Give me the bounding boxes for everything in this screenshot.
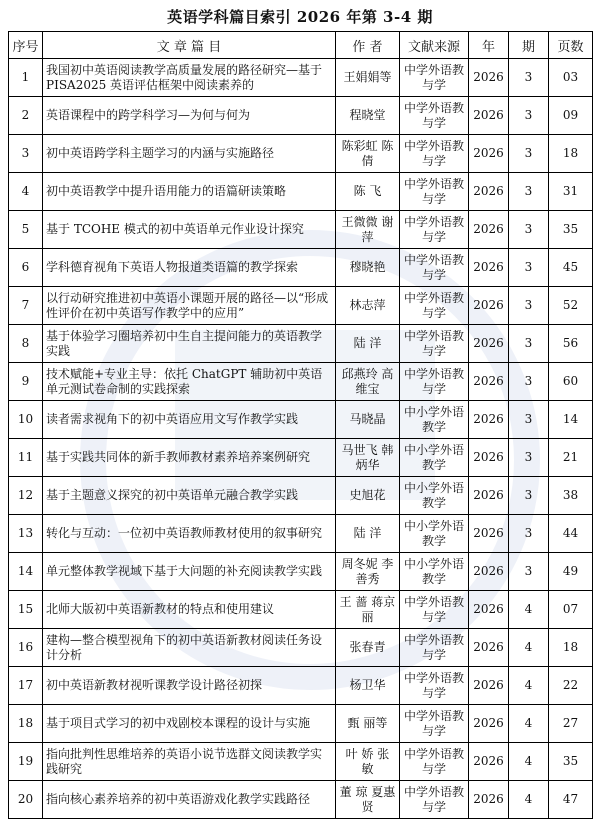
cell-page: 60	[549, 363, 593, 401]
cell-source: 中小学外语教学	[400, 439, 469, 477]
cell-author: 张春青	[336, 629, 400, 667]
table-row	[9, 515, 593, 553]
cell-author: 叶 娇 张 敏	[336, 743, 400, 781]
cell-source: 中学外语教与学	[400, 287, 469, 325]
cell-author: 陈 飞	[336, 173, 400, 211]
cell-source: 中学外语教与学	[400, 325, 469, 363]
cell-issue: 3	[509, 97, 549, 135]
cell-author: 王 蔷 蒋京丽	[336, 591, 400, 629]
cell-no: 9	[9, 363, 43, 401]
table-row	[9, 591, 593, 629]
cell-no: 17	[9, 667, 43, 705]
cell-issue: 4	[509, 629, 549, 667]
cell-page: 35	[549, 211, 593, 249]
table-row	[9, 743, 593, 781]
table-row	[9, 173, 593, 211]
cell-source: 中学外语教与学	[400, 705, 469, 743]
cell-source: 中学外语教与学	[400, 135, 469, 173]
cell-title: 北师大版初中英语新教材的特点和使用建议	[43, 591, 336, 629]
cell-source: 中学外语教与学	[400, 173, 469, 211]
cell-source: 中学外语教与学	[400, 591, 469, 629]
cell-source: 中学外语教与学	[400, 59, 469, 97]
cell-issue: 3	[509, 401, 549, 439]
cell-title: 基于 TCOHE 模式的初中英语单元作业设计探究	[43, 211, 336, 249]
cell-author: 马晓晶	[336, 401, 400, 439]
cell-issue: 3	[509, 59, 549, 97]
cell-issue: 3	[509, 439, 549, 477]
cell-year: 2026	[469, 477, 509, 515]
cell-issue: 4	[509, 781, 549, 819]
cell-page: 49	[549, 553, 593, 591]
cell-no: 13	[9, 515, 43, 553]
cell-source: 中学外语教与学	[400, 97, 469, 135]
cell-issue: 4	[509, 667, 549, 705]
cell-page: 35	[549, 743, 593, 781]
cell-title: 基于实践共同体的新手教师教材素养培养案例研究	[43, 439, 336, 477]
cell-source: 中小学外语教学	[400, 515, 469, 553]
cell-no: 7	[9, 287, 43, 325]
cell-issue: 3	[509, 249, 549, 287]
cell-author: 杨卫华	[336, 667, 400, 705]
cell-source: 中学外语教与学	[400, 363, 469, 401]
table-row	[9, 135, 593, 173]
cell-no: 15	[9, 591, 43, 629]
cell-no: 4	[9, 173, 43, 211]
cell-author: 马世飞 韩炳华	[336, 439, 400, 477]
cell-title: 初中英语跨学科主题学习的内涵与实施路径	[43, 135, 336, 173]
cell-year: 2026	[469, 705, 509, 743]
cell-no: 11	[9, 439, 43, 477]
cell-year: 2026	[469, 743, 509, 781]
cell-title: 技术赋能+专业主导：依托 ChatGPT 辅助初中英语单元测试卷命制的实践探索	[43, 363, 336, 401]
cell-issue: 3	[509, 211, 549, 249]
cell-title: 单元整体教学视域下基于大问题的补充阅读教学实践	[43, 553, 336, 591]
cell-source: 中学外语教与学	[400, 667, 469, 705]
cell-source: 中学外语教与学	[400, 211, 469, 249]
header-page: 页数	[549, 32, 593, 59]
cell-page: 56	[549, 325, 593, 363]
cell-year: 2026	[469, 59, 509, 97]
cell-author: 程晓堂	[336, 97, 400, 135]
cell-year: 2026	[469, 591, 509, 629]
table-row	[9, 781, 593, 819]
cell-source: 中小学外语教学	[400, 553, 469, 591]
table-row	[9, 553, 593, 591]
cell-year: 2026	[469, 325, 509, 363]
cell-author: 王微微 谢 萍	[336, 211, 400, 249]
cell-page: 21	[549, 439, 593, 477]
cell-issue: 4	[509, 743, 549, 781]
cell-page: 07	[549, 591, 593, 629]
cell-issue: 4	[509, 705, 549, 743]
header-no: 序号	[9, 32, 43, 59]
cell-title: 读者需求视角下的初中英语应用文写作教学实践	[43, 401, 336, 439]
cell-author: 陆 洋	[336, 325, 400, 363]
cell-page: 09	[549, 97, 593, 135]
cell-issue: 3	[509, 553, 549, 591]
table-row	[9, 477, 593, 515]
table-row	[9, 667, 593, 705]
cell-year: 2026	[469, 97, 509, 135]
table-row	[9, 705, 593, 743]
cell-author: 董 琼 夏惠贤	[336, 781, 400, 819]
header-issue: 期	[509, 32, 549, 59]
cell-author: 史旭花	[336, 477, 400, 515]
cell-no: 16	[9, 629, 43, 667]
cell-title: 初中英语新教材视听课教学设计路径初探	[43, 667, 336, 705]
table-row	[9, 211, 593, 249]
cell-no: 5	[9, 211, 43, 249]
cell-no: 18	[9, 705, 43, 743]
cell-year: 2026	[469, 287, 509, 325]
cell-title: 基于项目式学习的初中戏剧校本课程的设计与实施	[43, 705, 336, 743]
cell-no: 12	[9, 477, 43, 515]
header-author: 作 者	[336, 32, 400, 59]
cell-source: 中学外语教与学	[400, 249, 469, 287]
cell-page: 03	[549, 59, 593, 97]
cell-issue: 3	[509, 173, 549, 211]
cell-issue: 3	[509, 325, 549, 363]
cell-year: 2026	[469, 363, 509, 401]
cell-title: 初中英语教学中提升语用能力的语篇研读策略	[43, 173, 336, 211]
cell-author: 陈彩虹 陈 倩	[336, 135, 400, 173]
cell-page: 27	[549, 705, 593, 743]
cell-no: 3	[9, 135, 43, 173]
header-source: 文献来源	[400, 32, 469, 59]
cell-source: 中小学外语教学	[400, 477, 469, 515]
table-row	[9, 97, 593, 135]
cell-no: 8	[9, 325, 43, 363]
cell-no: 20	[9, 781, 43, 819]
cell-title: 指向批判性思维培养的英语小说节选群文阅读教学实践研究	[43, 743, 336, 781]
cell-page: 22	[549, 667, 593, 705]
cell-issue: 3	[509, 135, 549, 173]
cell-no: 14	[9, 553, 43, 591]
cell-year: 2026	[469, 781, 509, 819]
table-row	[9, 287, 593, 325]
cell-page: 18	[549, 135, 593, 173]
header-title: 文 章 篇 目	[43, 32, 336, 59]
cell-page: 44	[549, 515, 593, 553]
cell-year: 2026	[469, 439, 509, 477]
cell-title: 学科德育视角下英语人物报道类语篇的教学探索	[43, 249, 336, 287]
index-table	[8, 31, 593, 819]
cell-title: 我国初中英语阅读教学高质量发展的路径研究—基于 PISA2025 英语评估框架中阅读素养的	[43, 59, 336, 97]
cell-year: 2026	[469, 173, 509, 211]
cell-author: 邱燕玲 高维宝	[336, 363, 400, 401]
cell-author: 穆晓艳	[336, 249, 400, 287]
cell-no: 2	[9, 97, 43, 135]
page-title: 英语学科篇目索引 2026 年第 3-4 期	[167, 8, 433, 26]
cell-source: 中学外语教与学	[400, 781, 469, 819]
cell-title: 指向核心素养培养的初中英语游戏化教学实践路径	[43, 781, 336, 819]
table-row	[9, 59, 593, 97]
cell-no: 6	[9, 249, 43, 287]
cell-page: 45	[549, 249, 593, 287]
cell-author: 陆 洋	[336, 515, 400, 553]
cell-issue: 3	[509, 515, 549, 553]
table-row	[9, 363, 593, 401]
cell-issue: 3	[509, 477, 549, 515]
cell-no: 1	[9, 59, 43, 97]
table-row	[9, 325, 593, 363]
cell-year: 2026	[469, 401, 509, 439]
table-row	[9, 629, 593, 667]
cell-page: 47	[549, 781, 593, 819]
cell-title: 基于主题意义探究的初中英语单元融合教学实践	[43, 477, 336, 515]
cell-author: 周冬妮 李善秀	[336, 553, 400, 591]
cell-title: 建构—整合模型视角下的初中英语新教材阅读任务设计分析	[43, 629, 336, 667]
table-row	[9, 439, 593, 477]
cell-author: 甄 丽等	[336, 705, 400, 743]
cell-author: 王娟娟等	[336, 59, 400, 97]
cell-source: 中学外语教与学	[400, 743, 469, 781]
cell-source: 中学外语教与学	[400, 629, 469, 667]
cell-year: 2026	[469, 553, 509, 591]
cell-issue: 4	[509, 591, 549, 629]
table-row	[9, 249, 593, 287]
cell-author: 林志萍	[336, 287, 400, 325]
cell-title: 转化与互动：一位初中英语教师教材使用的叙事研究	[43, 515, 336, 553]
cell-year: 2026	[469, 667, 509, 705]
cell-page: 38	[549, 477, 593, 515]
cell-title: 英语课程中的跨学科学习—为何与何为	[43, 97, 336, 135]
cell-page: 14	[549, 401, 593, 439]
cell-issue: 3	[509, 363, 549, 401]
header-year: 年	[469, 32, 509, 59]
cell-page: 31	[549, 173, 593, 211]
cell-issue: 3	[509, 287, 549, 325]
cell-year: 2026	[469, 211, 509, 249]
table-row	[9, 401, 593, 439]
cell-title: 基于体验学习圈培养初中生自主提问能力的英语教学实践	[43, 325, 336, 363]
cell-year: 2026	[469, 515, 509, 553]
cell-source: 中小学外语教学	[400, 401, 469, 439]
cell-no: 10	[9, 401, 43, 439]
header-row	[9, 32, 593, 59]
cell-title: 以行动研究推进初中英语小课题开展的路径—以“形成性评价在初中英语写作教学中的应用”	[43, 287, 336, 325]
cell-page: 18	[549, 629, 593, 667]
cell-year: 2026	[469, 629, 509, 667]
cell-year: 2026	[469, 135, 509, 173]
cell-year: 2026	[469, 249, 509, 287]
cell-no: 19	[9, 743, 43, 781]
cell-page: 52	[549, 287, 593, 325]
